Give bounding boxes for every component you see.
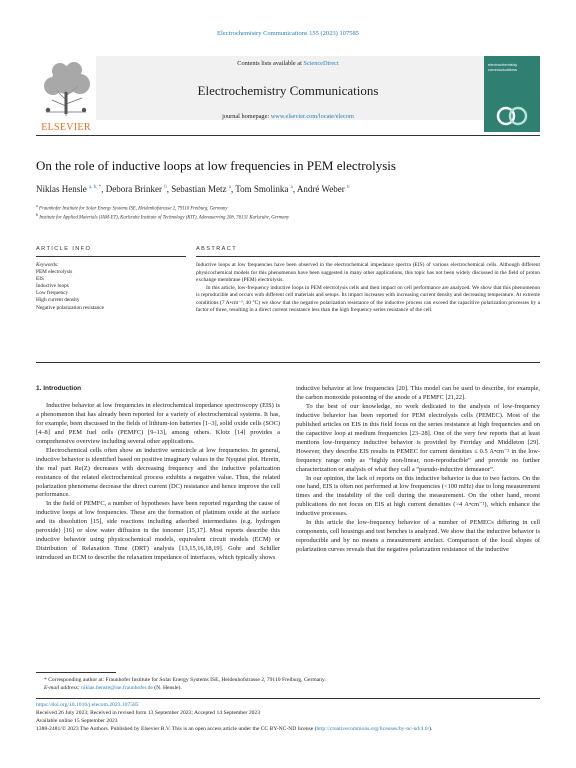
email-note [36,684,540,692]
abstract-paragraph: Inductive loops at low frequencies have been observed in the electrochemical impedance spectra (EIS) of various electrochemical cells. Although different physicochemical models for this phenomenon have been suggested in many other applications, this topic has not been widely discussed in the field of proton exchange membrane (PEM) electrolysis. [196,262,540,283]
keyword: Inductive loops [36,283,69,290]
author-name[interactable]: Tom Smolinka [235,184,289,194]
license-link[interactable]: http://creativecommons.org/licenses/by-nc-nd/4.0/ [316,726,430,732]
author-affiliation-mark[interactable]: a [228,185,231,190]
affiliation [36,212,540,221]
homepage-link[interactable]: www.elsevier.com/locate/elecom [270,113,354,120]
abstract-divider [196,256,540,257]
license-suffix: ). [429,726,433,732]
author-affiliation-mark[interactable]: b [347,185,350,190]
keyword: EIS [36,276,44,283]
keyword: PEM electrolysis [36,269,73,276]
journal-name: Electrochemistry Communications [197,83,379,98]
body-paragraph: Electrochemical cells often show an inductive semicircle at low frequencies. In general, inductive behavior is identified based on positive imaginary values in the Nyquist plot. Herein, the real part Re(Z) decreases with decreasing frequency and the inductive polarization resistance of the related electrochemical process exhibits a negative value. Thus, the related polarization phenomena decrease the direct current (DC) resistance and hence improve the cell performance. [36,446,280,499]
article-title: On the role of inductive loops at low frequencies in PEM electrolysis [36,158,396,173]
body-paragraph: In our opinion, the lack of reports on this inductive behavior is due to two factors. On the one hand, EIS is often not performed at low frequencies (<100 mHz) due to long measurement times and the instability of the cell during the measurement. On the other hand, recent publications do not focus on EIS at high current densities (>4 A•cm⁻²), which enhance the inductive processes. [296,474,540,518]
license-prefix: 1388-2481/© 2023 The Authors. Published by Elsevier B.V. This is an open access article under the CC BY-NC-ND license ( [36,726,317,732]
journal-homepage [120,113,456,120]
article-history [36,701,540,733]
abstract-text [196,262,540,315]
body-left-column [36,385,280,563]
cover-graphic [494,104,530,128]
footnotes [36,676,540,692]
article-info-divider [36,256,186,257]
available-online: Available online 15 September 2023 [36,718,118,724]
author-name[interactable]: Debora Brinker [105,184,162,194]
body-right-column [296,385,540,555]
abstract-paragraph: In this article, low-frequency inductive loops in PEM electrolysis cells and their impact on cell performance are analyzed. We show that this phenomenon is reproducible and occurs with different cell materials and setups. Its impact increases with increasing current density and decreasing temperature. At extreme conditions (7 A•cm⁻², 40 °C) we show that the negative polarization resistance of the inductive process can exceed the capacitive polarization processes by a factor of three, resulting in a direct current resistance less than the high frequency series resistance of the cell. [196,284,540,313]
affiliation-text: Fraunhofer Institute for Solar Energy Systems ISE, Heidenhofstrasse 2, 79110 Freiburg, Germany [38,206,228,212]
keywords-block [36,262,186,312]
license-note [36,725,540,733]
homepage-prefix: journal homepage: [222,113,271,120]
body-paragraph: In this article the low-frequency behavior of a number of PEMECs differing in cell components, cell housings and test benches is analyzed. We show that the inductive behavior is reproducible and by no means a measurement artefact. Comparison of the local slopes of polarization curves reveals that the negative polarization resistance of the inductive [296,519,540,554]
author-affiliation-mark[interactable]: b [164,185,167,190]
author-affiliation-mark[interactable]: a, b, * [89,185,102,190]
affiliation-mark: a [36,203,38,208]
author-name[interactable]: André Weber [296,184,345,194]
keyword: High current density [36,297,80,304]
abstract-heading: ABSTRACT [196,246,238,252]
contents-availability [120,60,456,67]
elsevier-tree-logo [36,56,96,120]
affiliation-mark: b [36,212,38,217]
contents-prefix: Contents lists available at [237,60,304,67]
keywords-label: Keywords: [36,262,59,268]
author-name[interactable]: Sebastian Metz [171,184,227,194]
section-heading: 1. Introduction [36,385,82,392]
abstract-bottom-divider [36,362,540,363]
email-suffix: (N. Hensle). [152,685,182,691]
publisher-wordmark: ELSEVIER [41,122,91,133]
email-label: E-mail address: [44,685,82,691]
journal-citation[interactable]: Electrochemistry Communications 155 (2023) 107585 [217,30,359,37]
footnote-divider [36,672,116,673]
doi-link[interactable]: https://doi.org/10.1016/j.elecom.2023.107585 [36,702,139,708]
header-divider [36,135,540,136]
keyword: Negative polarization resistance [36,304,104,311]
corresponding-author-note: * Corresponding author at: Fraunhofer Institute for Solar Energy Systems ISE, Heidenhofstrasse 2, 79110 Freiburg, Germany. [44,677,326,683]
sciencedirect-link[interactable]: ScienceDirect [303,60,339,67]
affiliation-text: Institute for Applied Materials (IAM-ET), Karlsruhe Institute of Technology (KIT), Adenauerring 20b, 76131 Karlsruhe, Germany [39,215,290,221]
body-paragraph: To the best of our knowledge, no work dedicated to the analysis of low-frequency inductive behavior has been reported for PEM electrolysis cells (PEMEC). Most of the published articles on EIS in this field focus on the series resistance at high frequencies and on the capacitive loop at medium frequencies [23–28]. One of the very few reports that at least mentions low-frequency inductive behavior is provided by Ferriday and Middleton [29]. However, they describe EIS results in PEMEC for current densities ≤ 0.5 A•cm⁻² in the low-frequency range only as “highly non-linear, non-reproducible” and provide no further characterization or analysis of what they call a “pseudo-inductive demeanor”. [296,402,540,473]
article-info-heading: ARTICLE INFO [36,246,92,252]
body-paragraph: inductive behavior at low frequencies [20]. This model can be used to describe, for example, the carbon monoxide poisoning of the anode of a PEMFC [21,22]. [296,385,540,401]
keyword: Low frequency [36,290,69,297]
received-dates: Received 26 July 2023; Received in revised form 13 September 2023; Accepted 14 September 2023 [36,710,261,716]
email-link[interactable]: niklas.hensle@ise.fraunhofer.de [81,685,153,691]
body-paragraph: In the field of PEMFC, a number of hypotheses have been reported regarding the cause of inductive loops at low frequencies. These are the formation of platinum oxide at the surface and its dissolution [15], side reactions including adsorbed intermediates (e.g. hydrogen peroxide) [16] or slow water diffusion in the ionomer [15,17]. Most reports describe this inductive behavior using physicochemical models, equivalent circuit models (ECM) or Distribution of Relaxation Time (DRT) analysis [13,15,16,18,19]. Gohr and Schiller introduced an ECM to describe the relaxation impedance of interfaces, which typically shows [36,500,280,562]
author-list: Niklas Hensle $^{a, b, *}$, Debora Brinker $^b$, Sebastian Metz $^a$, Tom Smolinka $^a$, André Weber $^b$ [36,184,350,194]
cover-title: electrochemistry communications [488,62,518,72]
author-name[interactable]: Niklas Hensle [36,184,87,194]
author-affiliation-mark[interactable]: a [290,185,293,190]
body-paragraph: Inductive behavior at low frequencies in electrochemical impedance spectroscopy (EIS) is a phenomenon that has already been reported for a variety of electrochemical systems. It has, for example, been discussed in the fields of lithium-ion batteries [1–3], solid oxide cells (SOC) [4–8] and PEM fuel cells (PEMFC) [9–13], among others. Klotz [14] provides a comprehensive overview including several other applications. [36,401,280,445]
affiliation [36,203,540,212]
footer-divider [36,698,540,699]
